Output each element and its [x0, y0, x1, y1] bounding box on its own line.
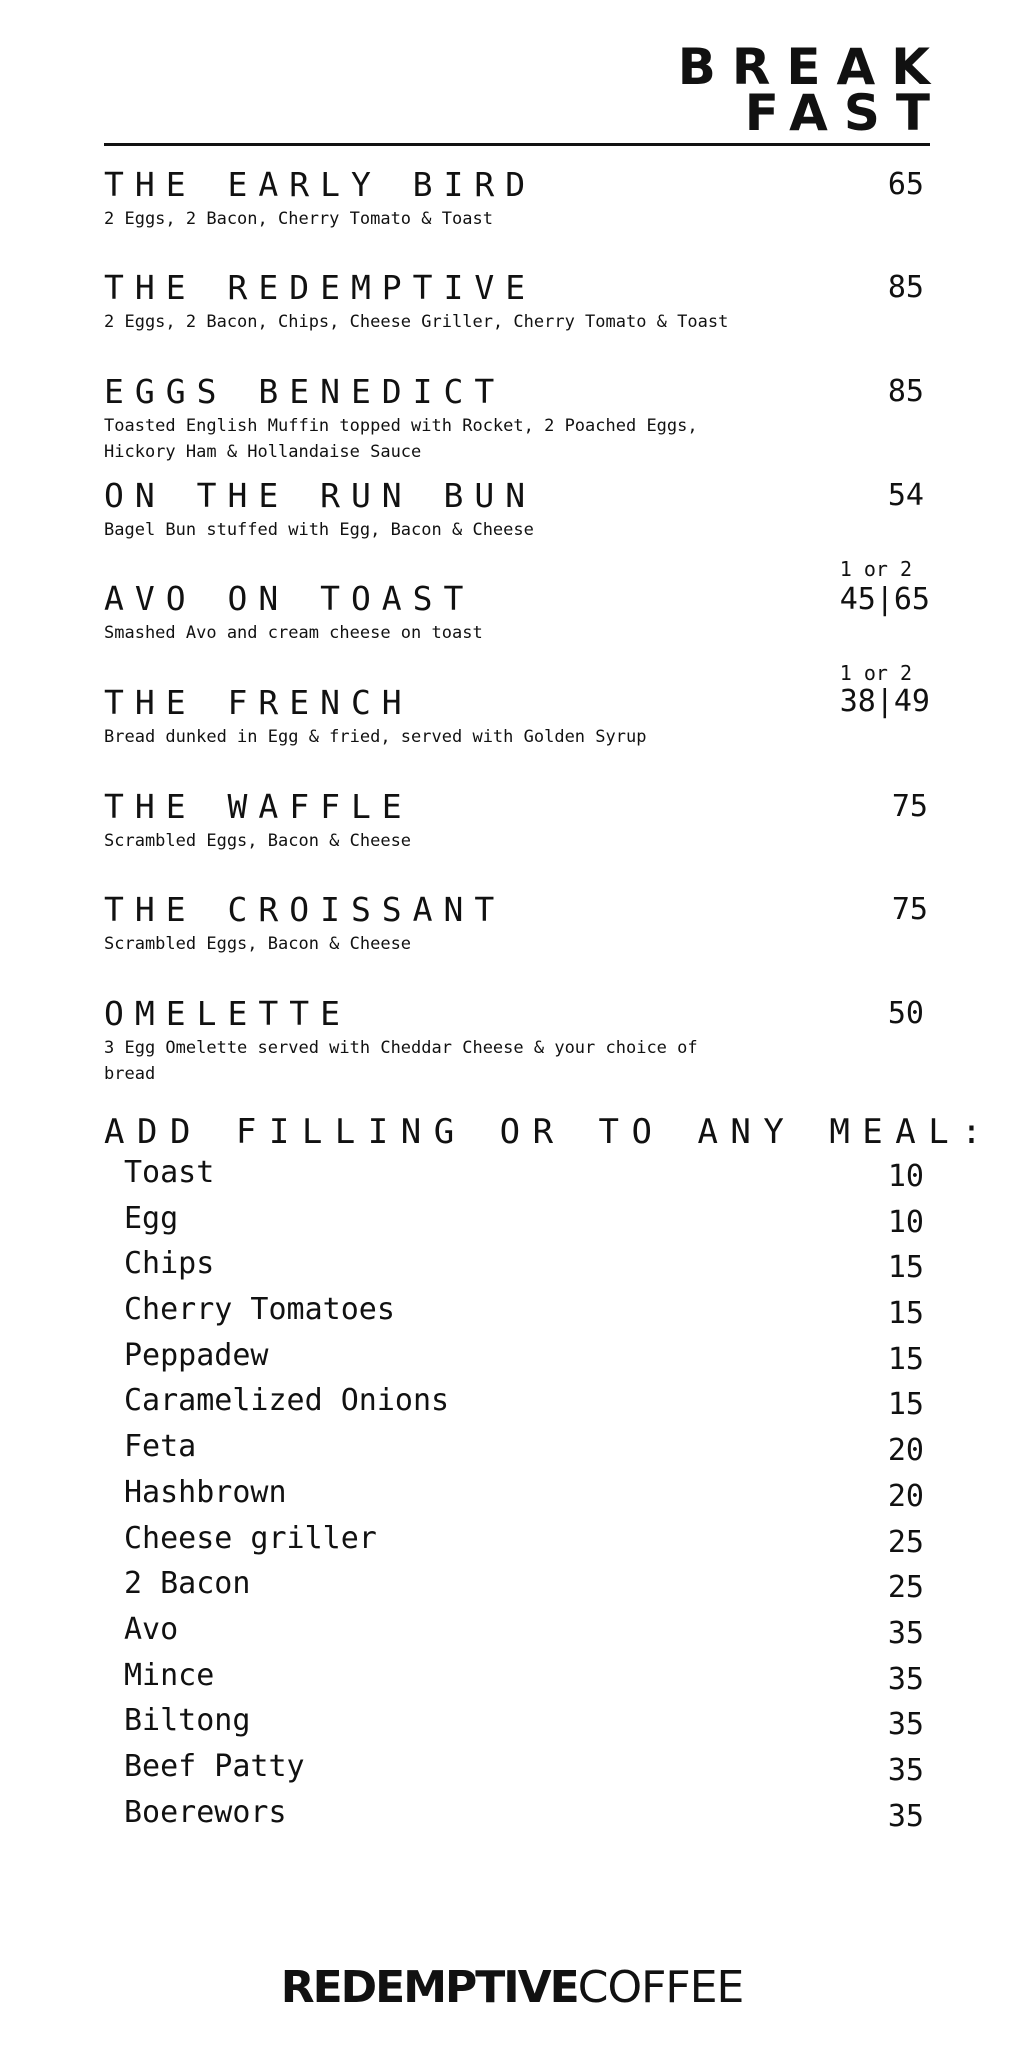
addon-name: Cherry Tomatoes — [124, 1292, 395, 1328]
menu-item-eggs-benedict — [104, 373, 930, 465]
addon-name: Hashbrown — [124, 1474, 287, 1510]
menu-item-redemptive — [104, 269, 930, 335]
addon-price: 25 — [887, 1570, 924, 1606]
addon-price: 35 — [887, 1707, 924, 1743]
menu-item-description: Scrambled Eggs, Bacon & Cheese — [104, 934, 412, 954]
addon-price: 15 — [887, 1387, 924, 1423]
addon-name: Cheese griller — [124, 1520, 377, 1556]
menu-item-name: THE FRENCH — [104, 683, 413, 722]
addon-item — [124, 1154, 930, 1200]
menu-item-price: 75 — [891, 789, 928, 824]
menu-item-price: 75 — [891, 892, 928, 927]
addon-price: 35 — [887, 1615, 924, 1651]
addon-name: Feta — [124, 1429, 197, 1465]
brand-logo — [0, 1962, 1024, 2014]
menu-item-price: 45|65 — [839, 582, 930, 617]
menu-item-on-the-run-bun — [104, 477, 930, 543]
addon-price: 20 — [887, 1478, 924, 1514]
addon-price: 10 — [887, 1159, 924, 1194]
menu-item-price: 65 — [887, 167, 924, 202]
addon-price: 15 — [887, 1296, 924, 1332]
addon-item — [124, 1428, 930, 1474]
addon-item — [124, 1702, 930, 1748]
addon-item — [124, 1291, 930, 1337]
menu-item-name: EGGS BENEDICT — [104, 372, 506, 411]
menu-item-description: Smashed Avo and cream cheese on toast — [104, 623, 483, 643]
menu-item-price: 85 — [887, 374, 924, 409]
addon-price: 15 — [887, 1341, 924, 1377]
menu-item-avo-on-toast — [104, 557, 930, 646]
menu-item-name: AVO ON TOAST — [104, 579, 475, 618]
brand-logo-bold: REDEMPTIVE — [280, 1962, 578, 2013]
menu-title — [677, 38, 946, 142]
price-size-note: 1 or 2 — [839, 557, 912, 581]
menu-item-price: 54 — [887, 478, 924, 513]
addon-name: Avo — [124, 1611, 179, 1647]
addon-name: Peppadew — [124, 1337, 269, 1373]
menu-item-the-french — [104, 661, 930, 750]
addon-item — [124, 1565, 930, 1611]
menu-title-line-2: FAST — [744, 84, 946, 142]
menu-item-description: 3 Egg Omelette served with Cheddar Cheese & your choice of bread — [104, 1038, 698, 1084]
addon-name: Boerewors — [124, 1794, 287, 1830]
menu-item-description: Scrambled Eggs, Bacon & Cheese — [104, 831, 412, 851]
addon-price: 10 — [887, 1204, 924, 1240]
brand-logo-light: COFFEE — [577, 1962, 744, 2013]
addons-heading: ADD FILLING OR TO ANY MEAL: — [104, 1112, 995, 1152]
addons-list — [124, 1154, 930, 1839]
menu-item-name: THE EARLY BIRD — [104, 165, 537, 204]
addon-name: 2 Bacon — [124, 1566, 251, 1602]
addon-item — [124, 1748, 930, 1794]
menu-item-early-bird — [104, 166, 930, 232]
menu-item-price: 50 — [887, 996, 924, 1031]
addon-price: 35 — [887, 1752, 924, 1788]
addon-item — [124, 1657, 930, 1703]
menu-item-name: ON THE RUN BUN — [104, 476, 537, 515]
addon-item — [124, 1520, 930, 1566]
addon-item — [124, 1337, 930, 1383]
menu-item-description: Bagel Bun stuffed with Egg, Bacon & Cheese — [104, 520, 534, 540]
addon-item — [124, 1611, 930, 1657]
addon-price: 35 — [887, 1661, 924, 1697]
menu-item-price: 38|49 — [839, 684, 930, 719]
menu-item-price: 85 — [887, 270, 924, 305]
menu-item-the-croissant — [104, 891, 930, 957]
menu-title-line-1: BREAK — [677, 38, 946, 96]
title-divider — [104, 143, 930, 146]
addon-price: 15 — [887, 1250, 924, 1286]
addon-name: Egg — [124, 1200, 179, 1236]
addon-name: Mince — [124, 1657, 215, 1693]
menu-item-omelette — [104, 995, 930, 1087]
menu-item-description: Toasted English Muffin topped with Rocket, 2 Poached Eggs, Hickory Ham & Hollandaise Sauce — [104, 416, 698, 462]
addon-item — [124, 1245, 930, 1291]
menu-item-name: THE WAFFLE — [104, 787, 413, 826]
addon-item — [124, 1794, 930, 1840]
addon-name: Biltong — [124, 1703, 251, 1739]
menu-item-name: THE REDEMPTIVE — [104, 268, 537, 307]
addon-name: Toast — [124, 1155, 215, 1190]
menu-item-name: OMELETTE — [104, 994, 351, 1033]
addon-name: Chips — [124, 1246, 215, 1282]
addon-price: 20 — [887, 1433, 924, 1469]
addon-price: 35 — [887, 1798, 924, 1834]
menu-item-name: THE CROISSANT — [104, 890, 506, 929]
addon-item — [124, 1200, 930, 1246]
menu-item-description: 2 Eggs, 2 Bacon, Cherry Tomato & Toast — [104, 209, 493, 229]
price-size-note: 1 or 2 — [839, 661, 912, 685]
menu-item-description: 2 Eggs, 2 Bacon, Chips, Cheese Griller, Cherry Tomato & Toast — [104, 312, 729, 332]
addon-name: Beef Patty — [124, 1748, 305, 1784]
menu-item-the-waffle — [104, 788, 930, 854]
addon-name: Caramelized Onions — [124, 1383, 450, 1419]
addon-item — [124, 1382, 930, 1428]
menu-item-description: Bread dunked in Egg & fried, served with Golden Syrup — [104, 727, 647, 747]
addon-price: 25 — [887, 1524, 924, 1560]
addon-item — [124, 1474, 930, 1520]
